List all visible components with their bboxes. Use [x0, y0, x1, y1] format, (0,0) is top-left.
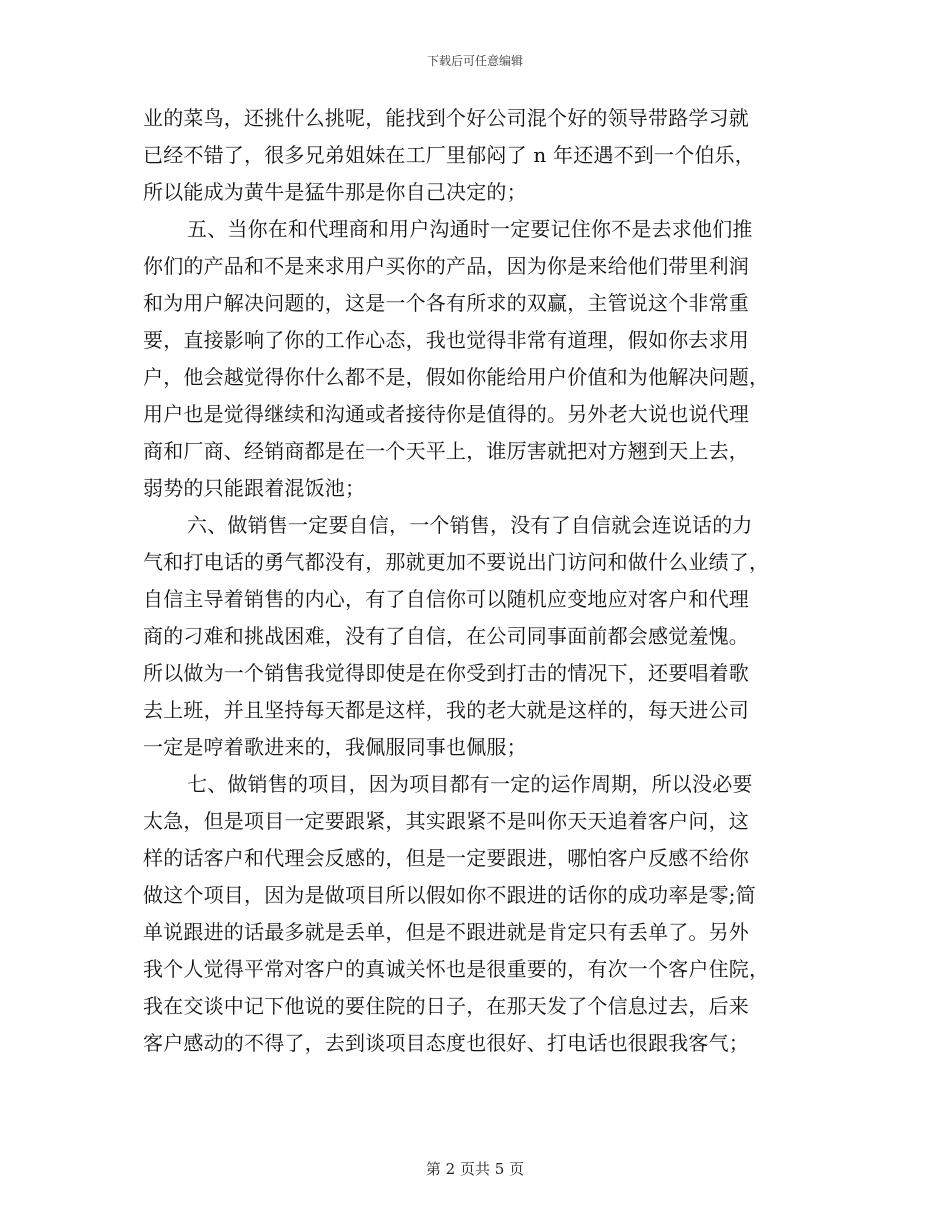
text-line: 样的话客户和代理会反感的，但是一定要跟进，哪怕客户反感不给你 [143, 846, 749, 870]
text-line: 用户也是觉得继续和沟通或者接待你是值得的。另外老大说也说代理 [143, 402, 749, 426]
text-line: 我个人觉得平常对客户的真诚关怀也是很重要的，有次一个客户住院， [143, 957, 770, 981]
text-line: 已经不错了，很多兄弟姐妹在工厂里郁闷了 n 年还遇不到一个伯乐， [143, 143, 755, 167]
text-line: 去上班，并且坚持每天都是这样，我的老大就是这样的，每天进公司 [143, 698, 749, 722]
text-line: 所以做为一个销售我觉得即使是在你受到打击的情况下，还要唱着歌 [143, 661, 749, 685]
text-line: 要，直接影响了你的工作心态，我也觉得非常有道理，假如你去求用 [143, 328, 749, 352]
text-line: 单说跟进的话最多就是丢单，但是不跟进就是肯定只有丢单了。另外 [143, 920, 749, 944]
page-footer-number: 第 2 页共 5 页 [425, 1160, 525, 1178]
text-line: 和为用户解决问题的，这是一个各有所求的双赢，主管说这个非常重 [143, 291, 749, 315]
text-line: 户，他会越觉得你什么都不是，假如你能给用户价值和为他解决问题， [143, 365, 770, 389]
text-line: 商和厂商、经销商都是在一个天平上，谁厉害就把对方翘到天上去， [143, 439, 749, 463]
text-line: 太急，但是项目一定要跟紧，其实跟紧不是叫你天天追着客户问，这 [143, 809, 749, 833]
text-line: 一定是哼着歌进来的，我佩服同事也佩服； [143, 735, 527, 759]
text-line: 客户感动的不得了，去到谈项目态度也很好、打电话也很跟我客气； [143, 1031, 749, 1055]
text-line: 我在交谈中记下他说的要住院的日子，在那天发了个信息过去，后来 [143, 994, 749, 1018]
text-line: 商的刁难和挑战困难，没有了自信，在公司同事面前都会感觉羞愧。 [143, 624, 749, 648]
page-header-note: 下载后可任意编辑 [426, 54, 523, 68]
text-line: 业的菜鸟，还挑什么挑呢，能找到个好公司混个好的领导带路学习就 [143, 106, 749, 130]
text-line: 做这个项目，因为是做项目所以假如你不跟进的话你的成功率是零;简 [143, 883, 756, 907]
text-line: 气和打电话的勇气都没有，那就更加不要说出门访问和做什么业绩了， [143, 550, 770, 574]
text-line: 自信主导着销售的内心，有了自信你可以随机应变地应对客户和代理 [143, 587, 749, 611]
paragraph-first-line: 七、做销售的项目，因为项目都有一定的运作周期，所以没必要 [187, 772, 753, 796]
text-line: 所以能成为黄牛是猛牛那是你自己决定的； [143, 180, 527, 204]
document-body [143, 100, 813, 1062]
paragraph-first-line: 六、做销售一定要自信，一个销售，没有了自信就会连说话的力 [187, 513, 753, 537]
text-line: 弱势的只能跟着混饭池； [143, 476, 366, 500]
text-line: 你们的产品和不是来求用户买你的产品，因为你是来给他们带里利润 [143, 254, 749, 278]
paragraph-first-line: 五、当你在和代理商和用户沟通时一定要记住你不是去求他们推 [187, 217, 753, 241]
